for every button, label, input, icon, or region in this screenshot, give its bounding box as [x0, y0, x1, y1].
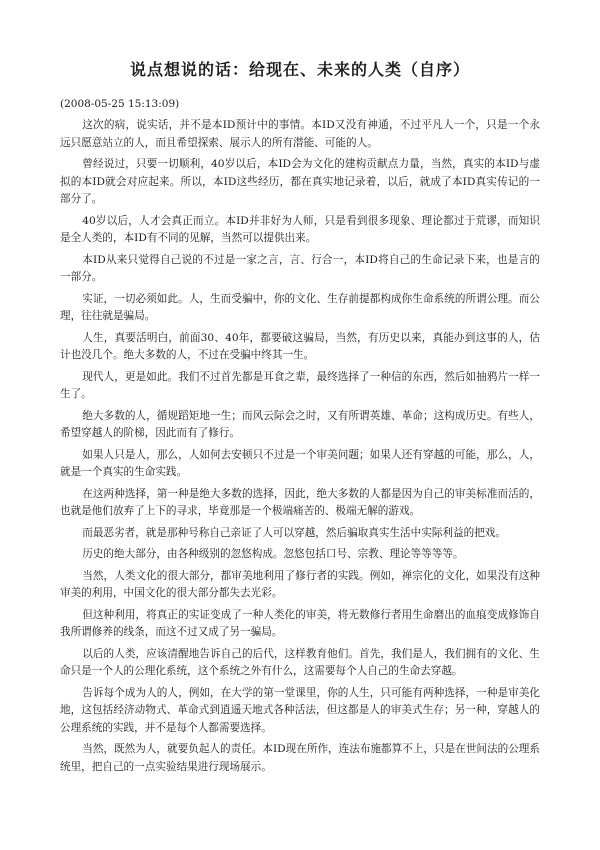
- body-paragraph: 40岁以后，人才会真正而立。本ID并非好为人师，只是看到很多现象、理论都过于荒谬，而知识是全人类的，本ID有不同的见解，当然可以提供出来。: [60, 214, 540, 244]
- post-timestamp: (2008-05-25 15:13:09): [60, 98, 180, 110]
- body-paragraph: 告诉每个成为人的人，例如，在大学的第一堂课里，你的人生，只可能有两种选择，一种是审美化地，这包括经济动物式、革命式到逍遥天地式各种活法，但这都是人的审美式生存；另一种，穿越人的公理系统的实践，并不是每个人都需要选择。: [60, 686, 540, 734]
- body-paragraph: 如果人只是人，那么，人如何去安顿只不过是一个审美问题；如果人还有穿越的可能，那么，人，就是一个真实的生命实践。: [60, 448, 540, 478]
- body-paragraph: 当然，人类文化的很大部分，都审美地利用了修行者的实践。例如，禅宗化的文化，如果没有这种审美的利用，中国文化的很大部分都失去光彩。: [60, 569, 540, 599]
- body-paragraph: 绝大多数的人，循规蹈矩地一生；而风云际会之时，又有所谓英雄、革命；这构成历史。有些人，希望穿越人的阶梯，因此而有了修行。: [60, 409, 540, 439]
- body-paragraph: 本ID从来只觉得自己说的不过是一家之言，言、行合一，本ID将自己的生命记录下来，也是言的一部分。: [60, 253, 540, 283]
- body-paragraph: 这次的病，说实话，并不是本ID预计中的事情。本ID又没有神通，不过平凡人一个，只是一个永远只愿意站立的人，而且希望探索、展示人的所有潜能、可能的人。: [60, 119, 540, 149]
- body-paragraph: 历史的绝大部分，由各种级别的忽悠构成。忽悠包括口号、宗教、理论等等等等。: [82, 548, 464, 560]
- document-title: 说点想说的话：给现在、未来的人类（自序）: [129, 60, 470, 79]
- body-paragraph: 现代人，更是如此。我们不过首先都是耳食之辈，最终选择了一种信的东西，然后如抽鸦片一样一生了。: [60, 370, 540, 400]
- body-paragraph: 人生，真要活明白，前面30、40年，都要破这骗局，当然，有历史以来，真能办到这事的人，估计也没几个。绝大多数的人，不过在受骗中终其一生。: [60, 331, 540, 361]
- body-paragraph: 但这种利用，将真正的实证变成了一种人类化的审美，将无数修行者用生命磨出的血痕变成修饰自我所谓修养的线条，而这不过又成了另一骗局。: [60, 608, 540, 638]
- body-paragraph: 当然，既然为人，就要负起人的责任。本ID现在所作，连法布施都算不上，只是在世间法的公理系统里，把自己的一点实验结果进行现场展示。: [60, 743, 540, 773]
- body-paragraph: 曾经说过，只要一切顺利，40岁以后，本ID会为文化的建构贡献点力量，当然，真实的本ID与虚拟的本ID就会对应起来。所以，本ID这些经历，都在真实地记录着，以后，就成了本ID真实传记的一部分了。: [60, 158, 540, 205]
- body-paragraph: 在这两种选择，第一种是绝大多数的选择，因此，绝大多数的人都是因为自己的审美标准而活的，也就是他们放弃了上下的寻求，毕竟那是一个极端痛苦的、极端无解的游戏。: [60, 487, 540, 517]
- document-body: [60, 117, 540, 776]
- body-paragraph: 以后的人类，应该清醒地告诉自己的后代，这样教育他们。首先，我们是人，我们拥有的文化、生命只是一个人的公理化系统，这个系统之外有什么，这需要每个人自己的生命去穿越。: [60, 647, 540, 677]
- body-paragraph: 实证，一切必须如此。人，生而受骗中，你的文化、生存前提都构成你生命系统的所谓公理。而公理，往往就是骗局。: [60, 292, 540, 322]
- body-paragraph: 而最恶劣者，就是那种号称自己亲证了人可以穿越，然后骗取真实生活中实际利益的把戏。: [82, 526, 506, 539]
